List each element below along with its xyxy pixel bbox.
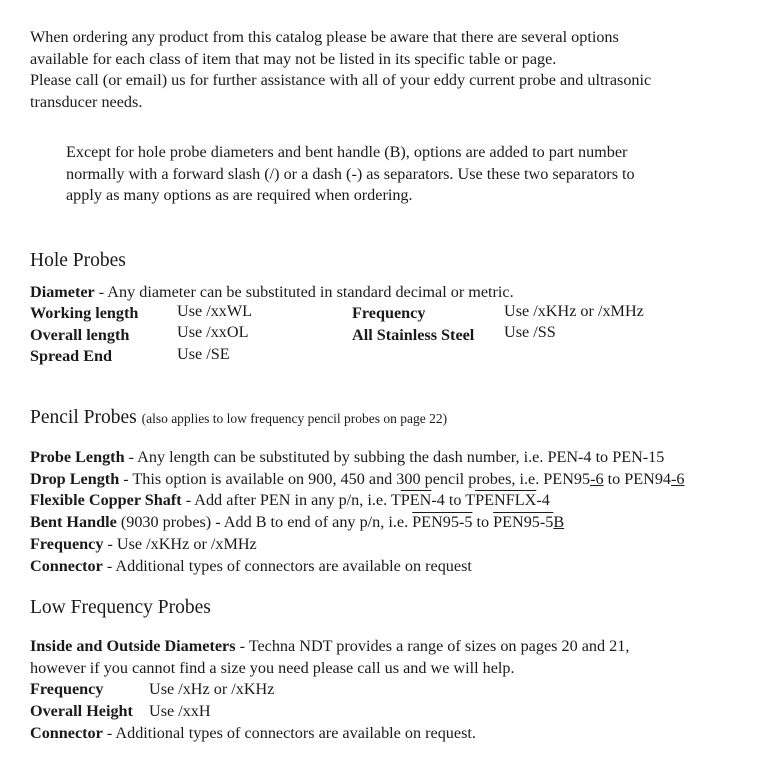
pencil-subtitle: (also applies to low frequency pencil probes on page 22): [141, 411, 448, 426]
pencil-connector-option: Connector - Additional types of connectors are available on request: [30, 556, 472, 575]
working-length-value: Use /xxWL: [177, 302, 253, 320]
low-frequency-options: [30, 636, 629, 679]
low-frequency-label: Frequency: [30, 680, 104, 698]
note-line: normally with a forward slash (/) or a dash (-) as separators. Use these two separators to: [66, 164, 635, 183]
drop-length-option: Drop Length - This option is available on 900, 450 and 300 pencil probes, i.e. PEN95-6 to PEN94-6: [30, 469, 685, 488]
stainless-steel-value: Use /SS: [504, 323, 556, 341]
diameter-option: [30, 283, 514, 302]
separator-note: [66, 142, 635, 207]
stainless-steel-label: All Stainless Steel: [352, 326, 475, 344]
overall-height-label: Overall Height: [30, 702, 133, 720]
diameter-label: Diameter: [30, 283, 95, 301]
intro-line: transducer needs.: [30, 93, 143, 112]
bent-handle-option: Bent Handle (9030 probes) - Add B to end of any p/n, i.e. PEN95-5 to PEN95-5B: [30, 513, 565, 532]
note-line: apply as many options as are required when ordering.: [66, 186, 413, 205]
spread-end-label: Spread End: [30, 347, 113, 365]
overall-length-label: Overall length: [30, 326, 130, 344]
intro-line: Please call (or email) us for further assistance with all of your eddy current probe and ultrasonic: [30, 71, 652, 90]
pencil-title: Pencil Probes: [30, 407, 137, 428]
low-frequency-heading: Low Frequency Probes: [30, 597, 211, 618]
pencil-frequency-option: Frequency - Use /xKHz or /xMHz: [30, 534, 257, 553]
intro-line: available for each class of item that may not be listed in its specific table or page.: [30, 49, 557, 68]
probe-length-option: Probe Length - Any length can be substituted by subbing the dash number, i.e. PEN-4 to PEN-15: [30, 448, 665, 466]
pencil-options: [30, 447, 685, 577]
low-connector-option: Connector - Additional types of connectors are available on request.: [30, 724, 476, 742]
diameters-option-cont: however if you cannot find a size you need please call us and we will help.: [30, 658, 515, 677]
intro-paragraph: [30, 27, 651, 114]
hole-probes-heading: Hole Probes: [30, 250, 126, 271]
flexible-shaft-option: Flexible Copper Shaft - Add after PEN in any p/n, i.e. $T\overline{PEN}-4$ to TPENFLX-4: [30, 491, 550, 510]
overall-height-value: Use /xxH: [149, 702, 211, 720]
working-length-label: Working length: [30, 304, 139, 322]
frequency-value: Use /xKHz or /xMHz: [504, 302, 644, 320]
note-line: Except for hole probe diameters and bent handle (B), options are added to part number: [66, 143, 628, 161]
diameters-option: Inside and Outside Diameters - Techna NDT provides a range of sizes on pages 20 and 21,: [30, 637, 630, 655]
low-frequency-value: Use /xHz or /xKHz: [149, 680, 275, 698]
pencil-probes-heading: [30, 407, 447, 429]
spread-end-value: Use /SE: [177, 345, 230, 363]
overall-length-value: Use /xxOL: [177, 323, 249, 341]
diameter-text: - Any diameter can be substituted in standard decimal or metric.: [94, 283, 514, 301]
intro-line: When ordering any product from this catalog please be aware that there are several options: [30, 28, 619, 46]
frequency-label: Frequency: [352, 304, 426, 322]
